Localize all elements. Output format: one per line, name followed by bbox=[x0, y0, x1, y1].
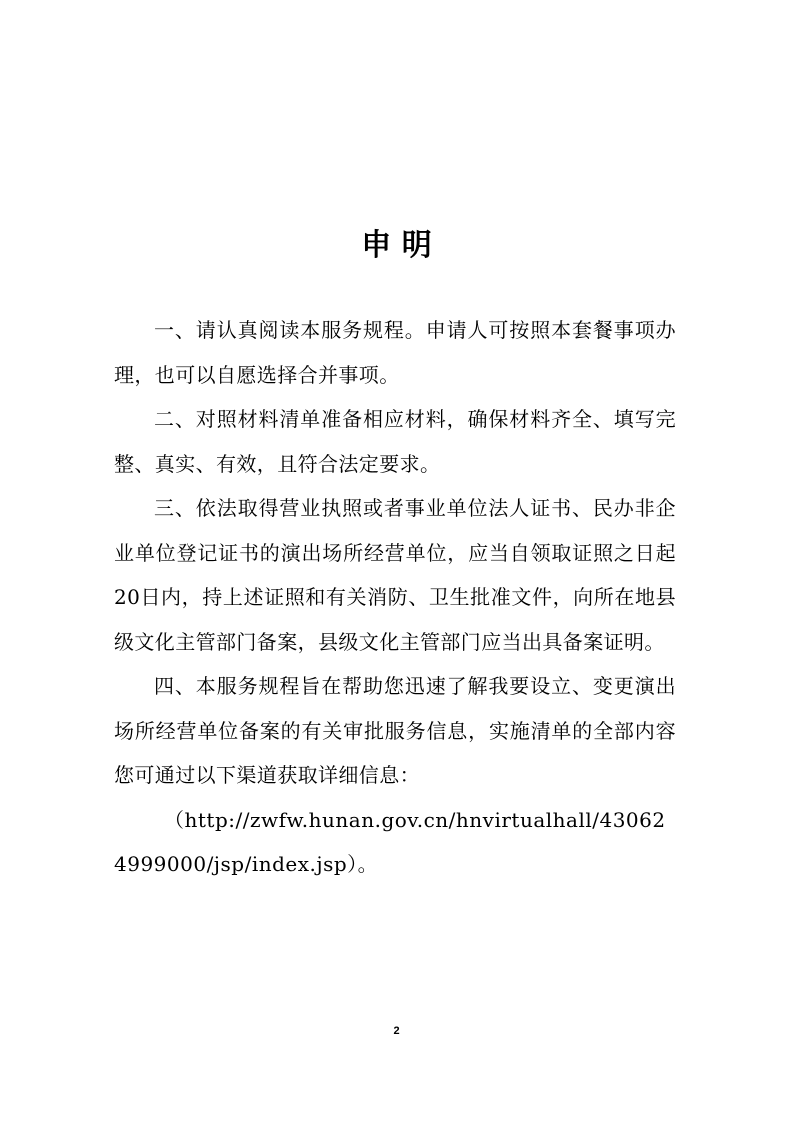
page-title: 申 明 bbox=[361, 228, 432, 263]
statement-body bbox=[114, 308, 676, 887]
service-url: （http://zwfw.hunan.gov.cn/hnvirtualhall/430624999000/jsp/index.jsp）。 bbox=[114, 807, 666, 876]
page-number: 2 bbox=[393, 1025, 400, 1037]
paragraph-1: 一、请认真阅读本服务规程。申请人可按照本套餐事项办理，也可以自愿选择合并事项。 bbox=[114, 318, 676, 387]
paragraph-4: 四、本服务规程旨在帮助您迅速了解我要设立、变更演出场所经营单位备案的有关审批服务信息，实施清单的全部内容您可通过以下渠道获取详细信息： bbox=[114, 674, 676, 787]
paragraph-2: 二、对照材料清单准备相应材料，确保材料齐全、填写完整、真实、有效，且符合法定要求。 bbox=[114, 407, 676, 476]
paragraph-3: 三、依法取得营业执照或者事业单位法人证书、民办非企业单位登记证书的演出场所经营单位，应当自领取证照之日起20日内，持上述证照和有关消防、卫生批准文件，向所在地县级文化主管部门备案，县级文化主管部门应当出具备案证明。 bbox=[114, 496, 676, 654]
